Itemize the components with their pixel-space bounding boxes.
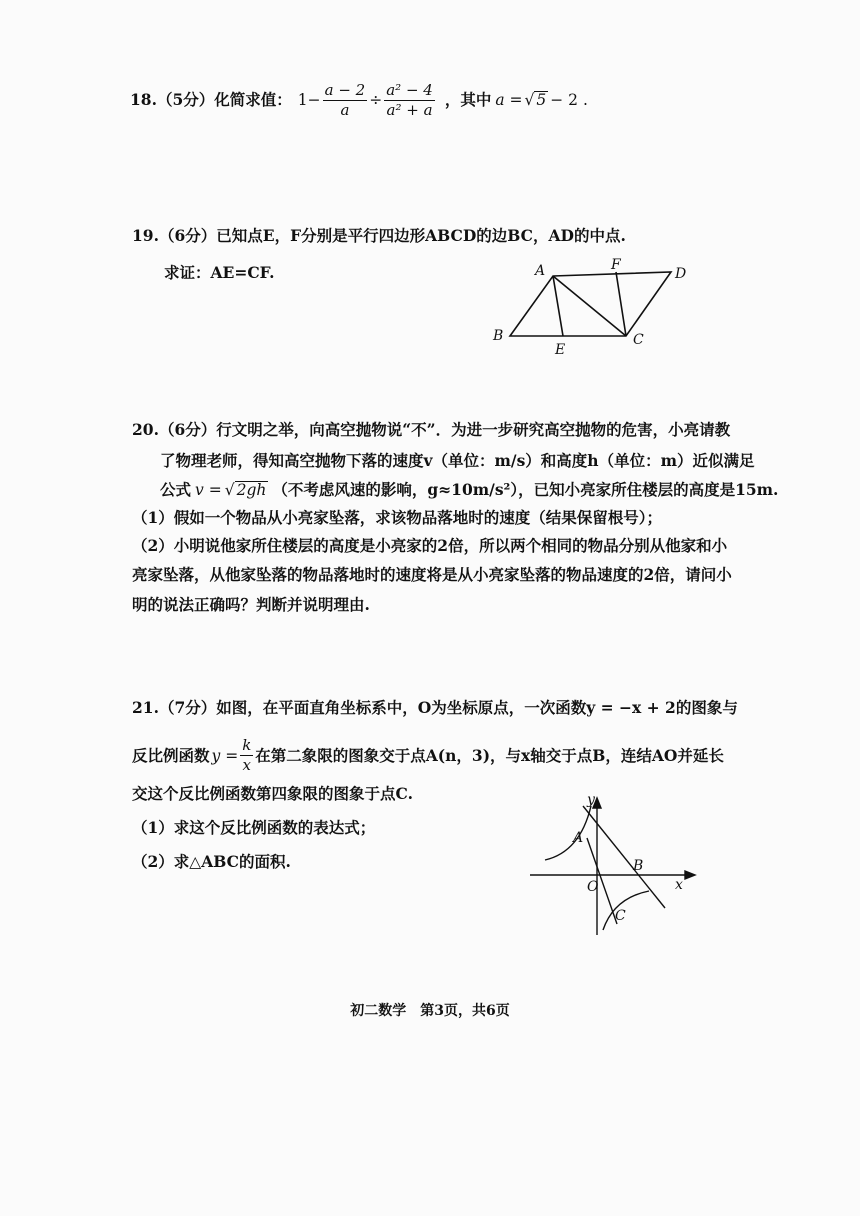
q20-part1: （1）假如一个物品从小亮家坠落，求该物品落地时的速度（结果保留根号）；: [132, 508, 663, 527]
coordinate-graph-figure: [525, 790, 700, 940]
q20-part2-line1: （2）小明说他家所住楼层的高度是小亮家的2倍，所以两个相同的物品分别从他家和小: [132, 536, 728, 555]
q18-cond-post: − 2 .: [550, 91, 588, 109]
q20-formula-v: v =: [195, 481, 222, 499]
q20-line1: 20.（6分）行文明之举，向高空抛物说“不”．为进一步研究高空抛物的危害，小亮请教: [132, 420, 731, 439]
label-y: y: [587, 792, 595, 808]
q18-radicand: 5: [536, 91, 547, 109]
q18-line: [130, 80, 588, 120]
sqrt-sign-icon: √: [224, 481, 235, 499]
q20-part2-line3: 明的说法正确吗？判断并说明理由.: [132, 595, 370, 614]
q18-frac1: $\frac{a - 2}{a}$: [324, 80, 366, 119]
q19-prove: 求证：AE=CF.: [164, 263, 275, 282]
q20-line2: 了物理老师，得知高空抛物下落的速度v（单位：m/s）和高度h（单位：m）近似满足: [160, 451, 755, 470]
segment-ae: [553, 276, 563, 336]
q21-line2: [132, 736, 724, 775]
label-b: B: [493, 328, 504, 344]
label-c: C: [633, 332, 644, 348]
label-x: x: [675, 877, 683, 893]
label-o: O: [587, 879, 599, 895]
q21-line2-pre: 反比例函数: [132, 745, 210, 765]
q20-line3: [160, 480, 778, 500]
q18-frac2: $\frac{\text{a² − 4}}{\text{a² + a}}$: [386, 80, 433, 119]
x-axis-arrow-icon: [685, 871, 695, 879]
segment-ac: [553, 276, 626, 336]
label-a: A: [535, 263, 546, 279]
q18-one: 1−: [297, 91, 321, 109]
q18-head: 18.（5分）化简求值：: [130, 90, 292, 109]
q20-formula-pre: 公式: [160, 480, 192, 499]
q20-radicand: 2gh: [236, 481, 267, 499]
q21-part2: （2）求△ABC的面积.: [132, 852, 291, 871]
parallelogram-abcd: [510, 272, 671, 336]
label-d: D: [675, 266, 687, 282]
q19-head: 19.（6分）已知点E，F分别是平行四边形ABCD的边BC，AD的中点.: [132, 226, 626, 245]
hyperbola-branch-2: [545, 806, 591, 860]
q21-part1: （1）求这个反比例函数的表达式；: [132, 818, 376, 837]
label-a: A: [573, 830, 584, 846]
label-f: F: [611, 257, 621, 273]
parallelogram-figure: [485, 252, 700, 362]
q21-line1: 21.（7分）如图，在平面直角坐标系中，O为坐标原点，一次函数y = −x + 2的图象与: [132, 698, 738, 717]
label-c: C: [615, 908, 626, 924]
segment-cf: [616, 272, 626, 336]
q21-y-eq: y =: [211, 746, 239, 765]
hyperbola-branch-4: [603, 891, 649, 930]
q18-cond-var: a =: [495, 91, 523, 109]
q21-line3: 交这个反比例函数第四象限的图象于点C.: [132, 784, 413, 803]
q18-cond-pre: ，其中: [444, 90, 492, 109]
sqrt-sign-icon: √: [524, 91, 535, 109]
page-footer: 初二数学 第3页，共6页: [350, 1003, 510, 1019]
label-e: E: [555, 342, 566, 358]
q21-line2-post: 在第二象限的图象交于点A(n，3)，与x轴交于点B，连结AO并延长: [255, 745, 724, 765]
q18-div: ÷: [369, 91, 383, 109]
q20-part2-line2: 亮家坠落，从他家坠落的物品落地时的速度将是从小亮家坠落的物品速度的2倍，请问小: [132, 565, 732, 584]
q21-k-over-x: $\frac{k}{x}$: [242, 736, 252, 774]
q20-formula-post: （不考虑风速的影响，g≈10m/s²），已知小亮家所住楼层的高度是15m.: [272, 480, 779, 499]
label-b: B: [633, 858, 644, 874]
